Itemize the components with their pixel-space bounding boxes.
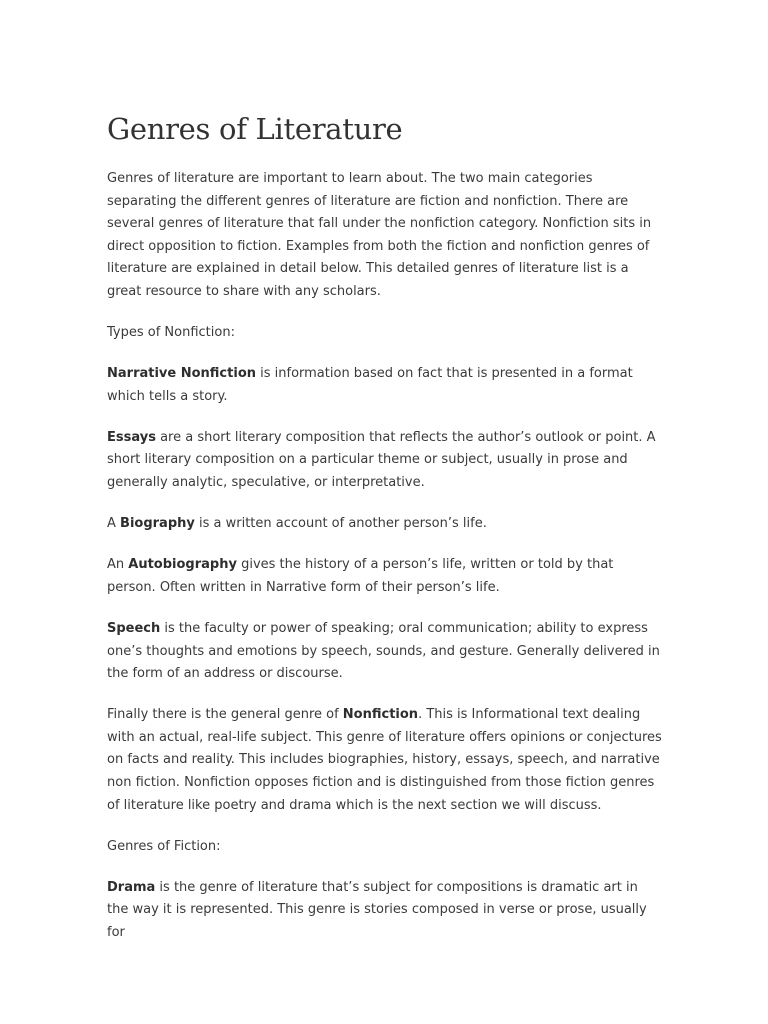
nonfiction-paragraph <box>107 704 663 817</box>
essays-paragraph <box>107 427 663 495</box>
nonfiction-heading: Types of Nonfiction: <box>107 325 235 341</box>
biography-prefix: A <box>107 516 121 532</box>
biography-term: Biography <box>120 516 195 532</box>
essays-text: are a short literary composition that reflects the author’s outlook or point. A short literary composition on a particular theme or subject, usually in prose and generally analytic, speculative, or interpretative. <box>107 429 656 491</box>
drama-term: Drama <box>107 879 156 895</box>
autobiography-term: Autobiography <box>128 557 237 573</box>
narrative-nonfiction-paragraph <box>107 363 663 408</box>
narrative-nonfiction-term: Narrative Nonfiction <box>107 366 256 382</box>
nonfiction-text: . This is Informational text dealing with an actual, real-life subject. This genre of literature offers opinions or conjectures on facts and reality. This includes biographies, history, essays, speech, and narrative non fiction. Nonfiction opposes fiction and is distinguished from those fiction genres of literature like poetry and drama which is the next section we will discuss. <box>107 707 662 813</box>
speech-paragraph <box>107 618 663 686</box>
biography-paragraph <box>107 513 663 536</box>
fiction-heading: Genres of Fiction: <box>107 838 221 854</box>
autobiography-text: gives the history of a person’s life, written or told by that person. Often written in Narrative form of their person’s life. <box>107 557 614 595</box>
intro-paragraph: Genres of literature are important to learn about. The two main categories separating the different genres of literature are fiction and nonfiction. There are several genres of literature that fall under the nonfiction category. Nonfiction sits in direct opposition to fiction. Examples from both the fiction and nonfiction genres of literature are explained in detail below. This detailed genres of literature list is a great resource to share with any scholars. <box>107 171 652 299</box>
nonfiction-term: Nonfiction <box>342 707 419 723</box>
page-title: Genres of Literature <box>107 112 403 146</box>
nonfiction-prefix: Finally there is the general genre of <box>107 707 343 723</box>
speech-text: is the faculty or power of speaking; oral communication; ability to express one’s thoughts and emotions by speech, sounds, and gesture. Generally delivered in the form of an address or discourse. <box>107 620 660 682</box>
essays-term: Essays <box>107 429 156 445</box>
speech-term: Speech <box>107 620 161 636</box>
drama-text: is the genre of literature that’s subject for compositions is dramatic art in the way it is represented. This genre is stories composed in verse or prose, usually for <box>107 879 647 940</box>
autobiography-paragraph <box>107 554 663 599</box>
document-page <box>107 110 663 963</box>
autobiography-prefix: An <box>107 557 129 573</box>
narrative-nonfiction-text: is information based on fact that is presented in a format which tells a story. <box>107 366 633 404</box>
biography-text: is a written account of another person’s life. <box>194 516 487 532</box>
drama-paragraph <box>107 877 663 945</box>
